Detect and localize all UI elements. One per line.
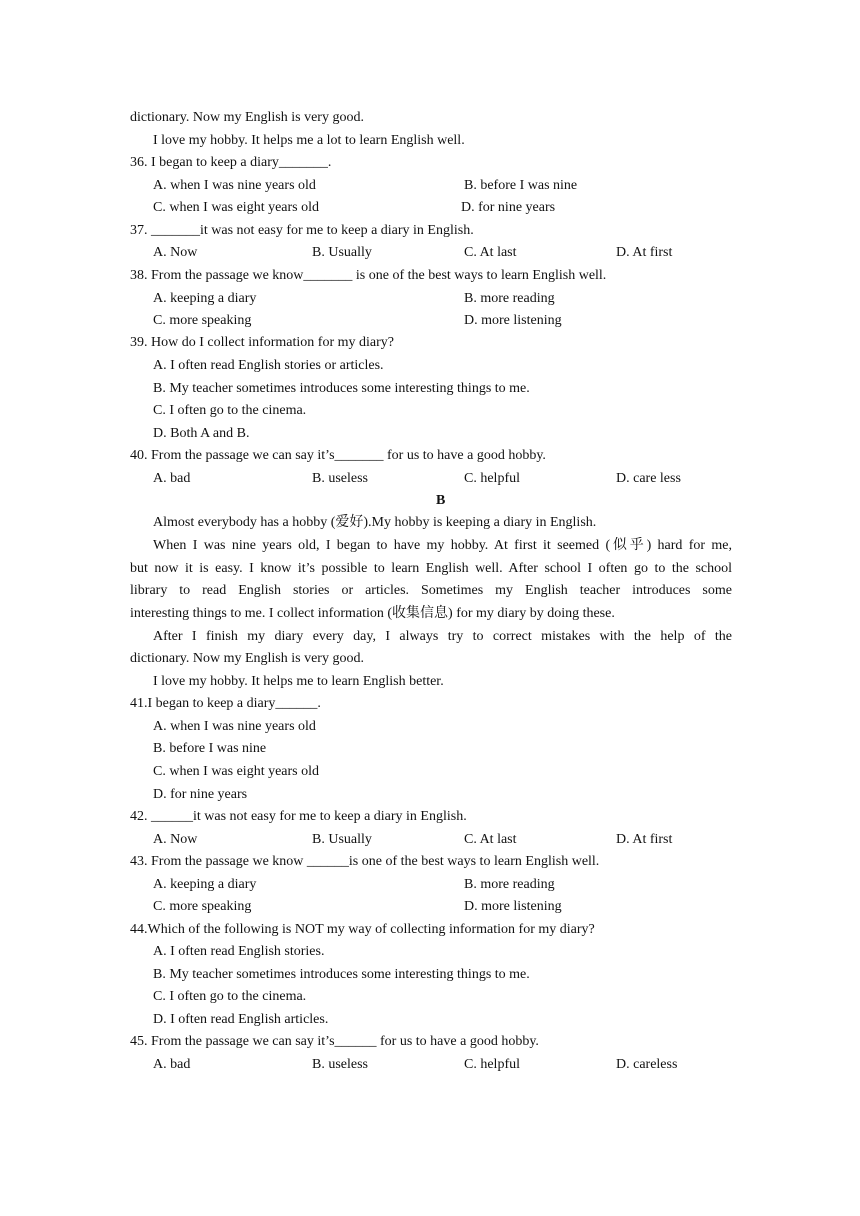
q36-option-c: C. when I was eight years old: [153, 200, 320, 215]
question-39-stem: 39. How do I collect information for my diary?: [130, 335, 394, 350]
q37-option-d: D. At first: [616, 245, 673, 260]
q44-option-d: D. I often read English articles.: [153, 1012, 329, 1027]
q40-option-d: D. care less: [616, 471, 681, 486]
q40-option-b: B. useless: [312, 471, 368, 486]
q41-option-d: D. for nine years: [153, 787, 248, 802]
passage-b-line: After I finish my diary every day, I always try to correct mistakes with the help of the: [153, 629, 732, 644]
passage-b-line: library to read English stories or articles. Sometimes my English teacher introduces some: [130, 583, 732, 598]
q43-option-d: D. more listening: [464, 899, 562, 914]
q45-option-b: B. useless: [312, 1057, 368, 1072]
q41-option-a: A. when I was nine years old: [153, 719, 316, 734]
question-44-stem: 44.Which of the following is NOT my way of collecting information for my diary?: [130, 922, 595, 937]
q38-option-b: B. more reading: [464, 291, 555, 306]
q38-option-c: C. more speaking: [153, 313, 252, 328]
question-40-stem: 40. From the passage we can say it’s_______ for us to have a good hobby.: [130, 448, 546, 463]
passage-a-line: I love my hobby. It helps me a lot to learn English well.: [153, 133, 465, 148]
q43-option-b: B. more reading: [464, 877, 555, 892]
passage-b-paragraph-4: I love my hobby. It helps me to learn English better.: [153, 674, 444, 689]
q39-option-a: A. I often read English stories or articles.: [153, 358, 384, 373]
q42-option-b: B. Usually: [312, 832, 372, 847]
passage-a-line: dictionary. Now my English is very good.: [130, 110, 364, 125]
question-36-stem: 36. I began to keep a diary_______.: [130, 155, 332, 170]
q45-option-c: C. helpful: [464, 1057, 520, 1072]
question-45-stem: 45. From the passage we can say it’s______ for us to have a good hobby.: [130, 1034, 539, 1049]
passage-b-line: dictionary. Now my English is very good.: [130, 651, 364, 666]
q36-option-d: D. for nine years: [461, 200, 556, 215]
q39-option-c: C. I often go to the cinema.: [153, 403, 307, 418]
q36-option-b: B. before I was nine: [464, 178, 578, 193]
q43-option-a: A. keeping a diary: [153, 877, 257, 892]
passage-b-line: interesting things to me. I collect information (收集信息) for my diary by doing these.: [130, 606, 615, 621]
q39-option-b: B. My teacher sometimes introduces some interesting things to me.: [153, 381, 530, 396]
q37-option-b: B. Usually: [312, 245, 372, 260]
q38-option-a: A. keeping a diary: [153, 291, 257, 306]
q44-option-a: A. I often read English stories.: [153, 944, 325, 959]
q38-option-d: D. more listening: [464, 313, 562, 328]
q41-option-b: B. before I was nine: [153, 741, 267, 756]
q39-option-d: D. Both A and B.: [153, 426, 250, 441]
q36-option-a: A. when I was nine years old: [153, 178, 316, 193]
question-38-stem: 38. From the passage we know_______ is one of the best ways to learn English well.: [130, 268, 607, 283]
question-41-stem: 41.I began to keep a diary______.: [130, 696, 321, 711]
question-42-stem: 42. ______it was not easy for me to keep a diary in English.: [130, 809, 467, 824]
q40-option-a: A. bad: [153, 471, 191, 486]
q42-option-c: C. At last: [464, 832, 517, 847]
q44-option-b: B. My teacher sometimes introduces some interesting things to me.: [153, 967, 530, 982]
q37-option-c: C. At last: [464, 245, 517, 260]
q44-option-c: C. I often go to the cinema.: [153, 989, 307, 1004]
question-37-stem: 37. _______it was not easy for me to keep a diary in English.: [130, 223, 474, 238]
q40-option-c: C. helpful: [464, 471, 520, 486]
q42-option-d: D. At first: [616, 832, 673, 847]
q45-option-d: D. careless: [616, 1057, 678, 1072]
q37-option-a: A. Now: [153, 245, 198, 260]
q41-option-c: C. when I was eight years old: [153, 764, 320, 779]
passage-b-line: When I was nine years old, I began to have my hobby. At first it seemed (似乎) hard for me,: [153, 538, 732, 553]
section-b-heading: B: [436, 493, 446, 508]
q45-option-a: A. bad: [153, 1057, 191, 1072]
question-43-stem: 43. From the passage we know ______is one of the best ways to learn English well.: [130, 854, 600, 869]
passage-b-line: but now it is easy. I know it’s possible to learn English well. After school I often go to the school: [130, 561, 732, 576]
q43-option-c: C. more speaking: [153, 899, 252, 914]
q42-option-a: A. Now: [153, 832, 198, 847]
passage-b-paragraph-1: Almost everybody has a hobby (爱好).My hobby is keeping a diary in English.: [153, 515, 597, 530]
